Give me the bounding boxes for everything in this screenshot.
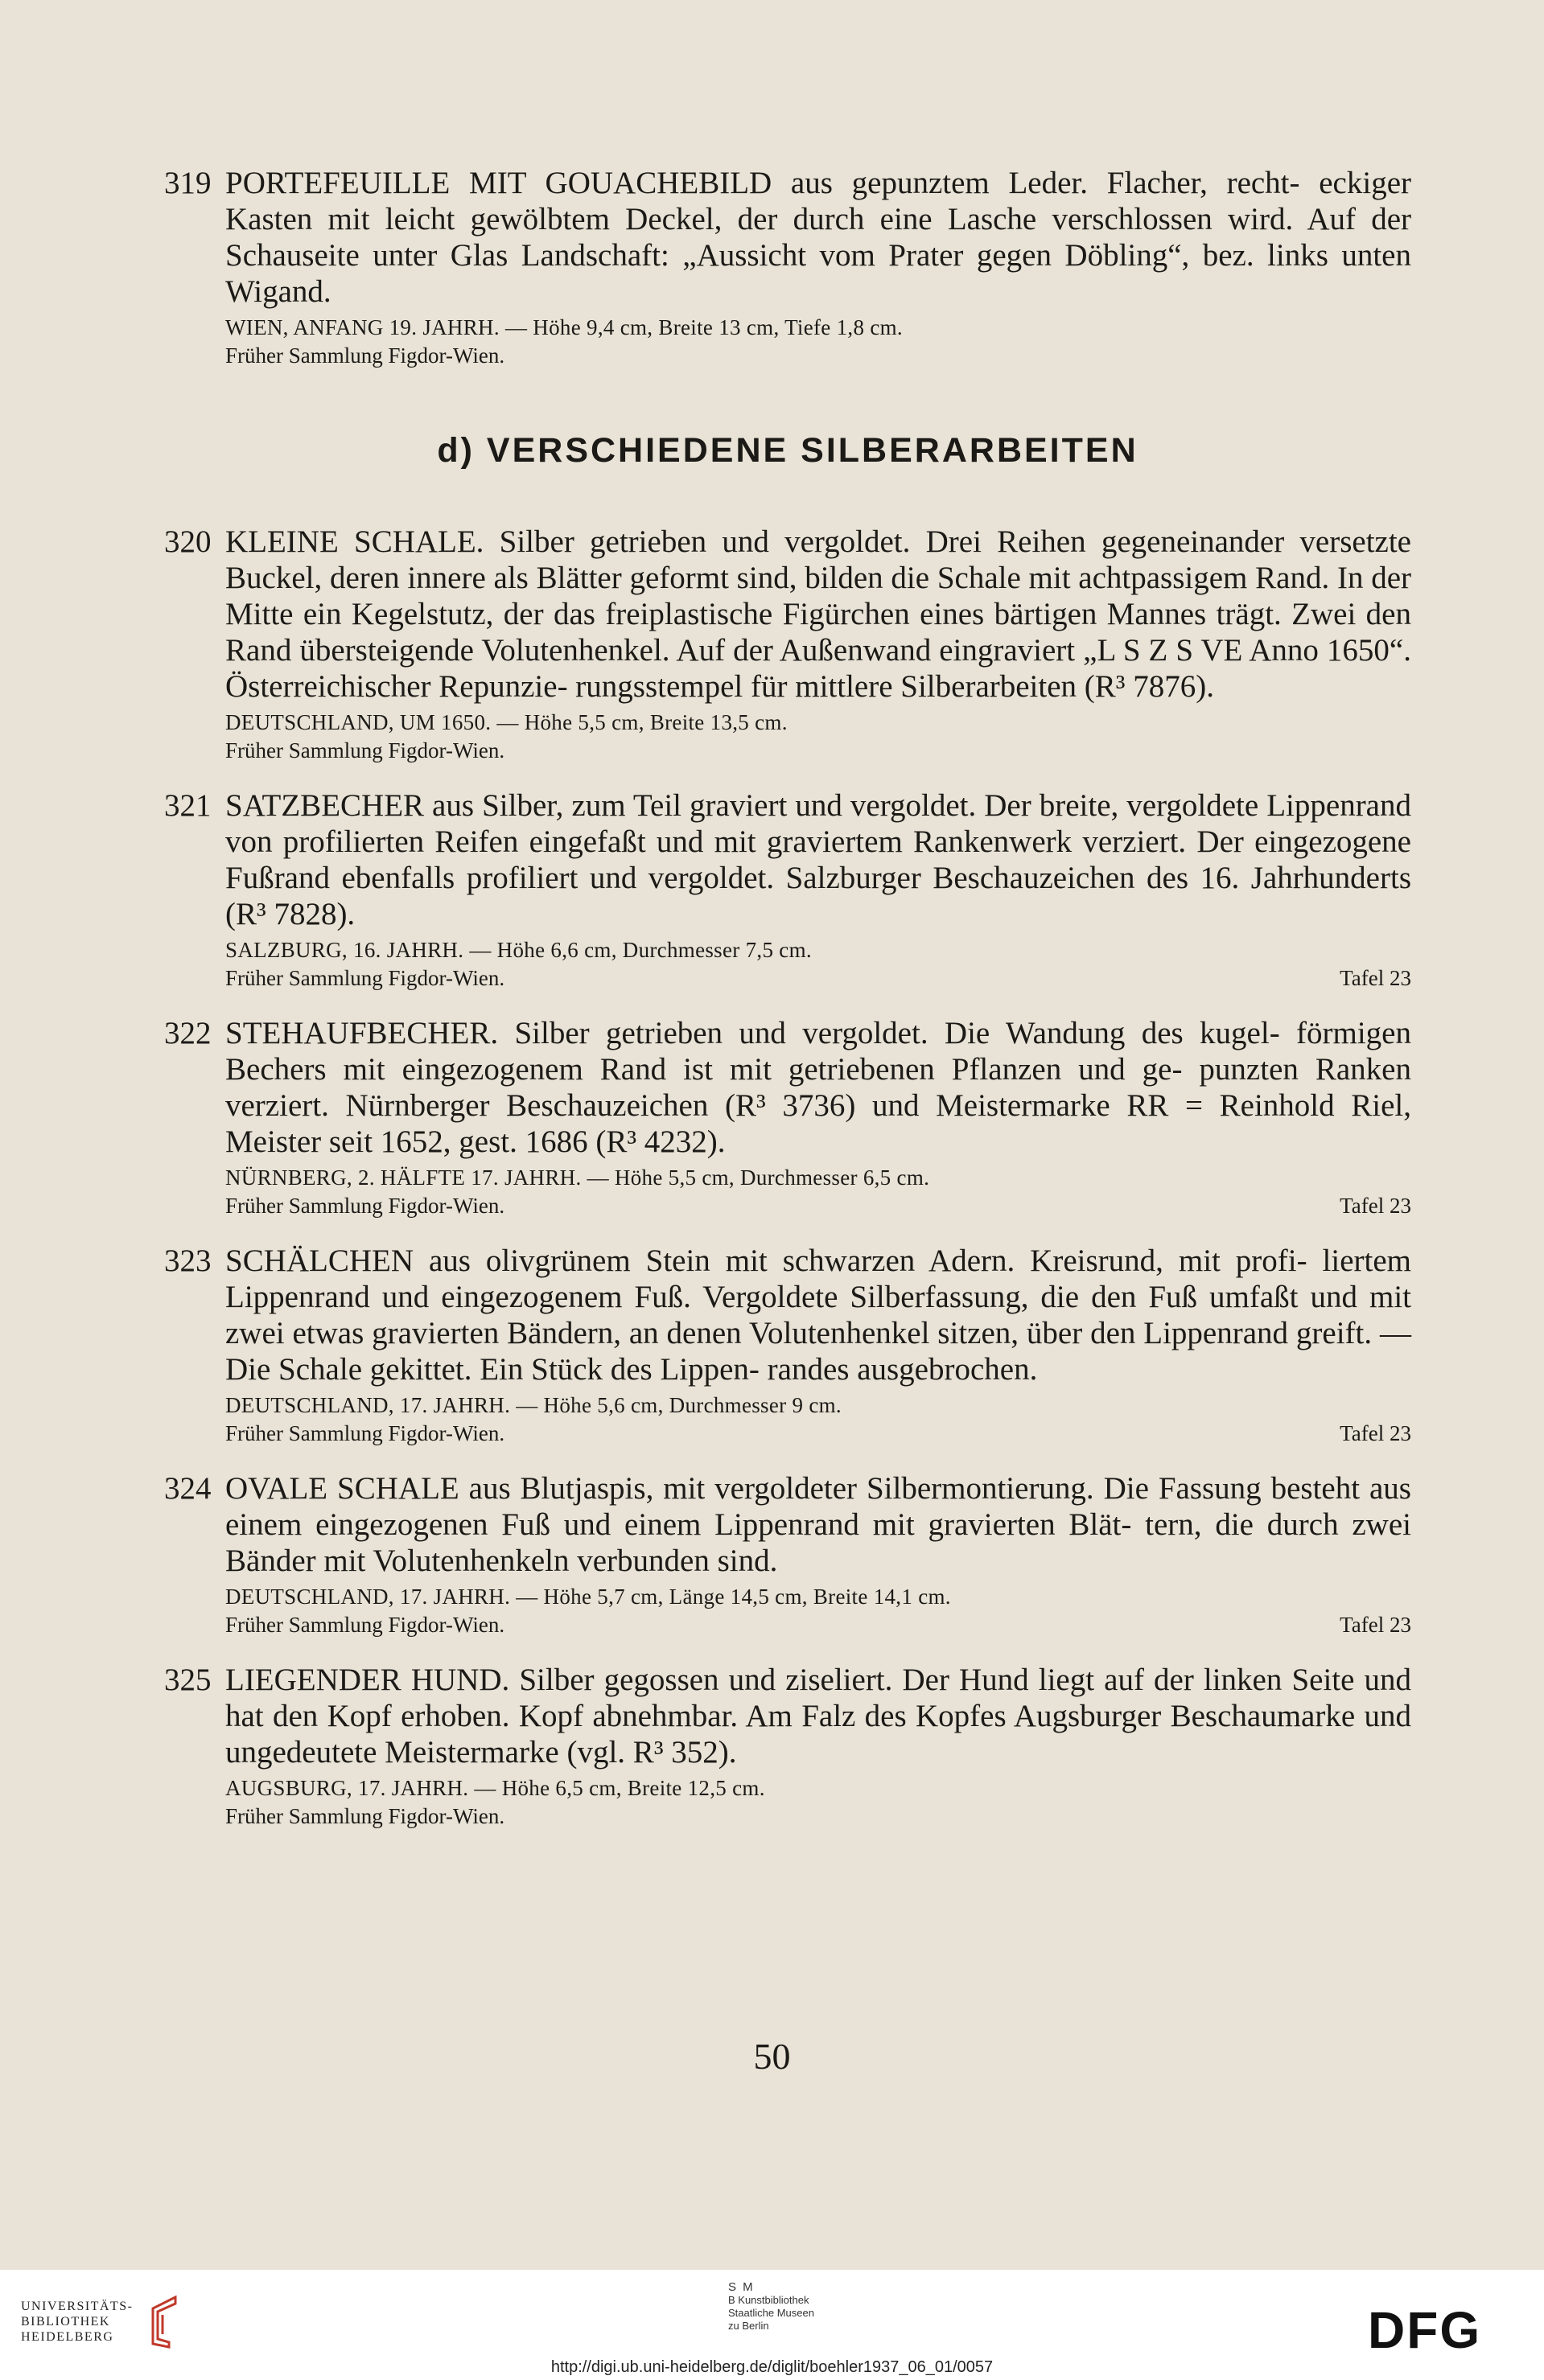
smb-line-1: B Kunstbibliothek: [728, 2294, 809, 2306]
provenance-text: Früher Sammlung Figdor-Wien.: [225, 1804, 505, 1828]
entry-description: SCHÄLCHEN aus olivgrünem Stein mit schwarzen Adern. Kreisrund, mit profi- liertem Lippenrand und eingezogenem Fuß. Vergoldete Silberfassung, die den Fuß umfaßt und mit zwei etwas gravierten Bändern, an denen Volutenhenkel sitzen, über den Lippenrand greift. — Die Schale gekittet. Ein Stück des Lippen- randes ausgebrochen.: [225, 1243, 1411, 1387]
plate-reference: Tafel 23: [1340, 1421, 1411, 1445]
page-content: [164, 165, 1411, 1831]
heidelberg-library-logo[interactable]: [21, 2299, 134, 2345]
entry-number: 322: [164, 1016, 212, 1050]
entry-description: KLEINE SCHALE. Silber getrieben und vergoldet. Drei Reihen gegeneinander versetzte Buckel, deren innere als Blätter geformt sind, bilden die Schale mit achtpassigem Rand. In der Mitte ein Kegelstutz, der das freiplastische Figürchen eines bärtigen Mannes trägt. Zwei den Rand übersteigende Volutenhenkel. Auf der Außenwand eingraviert „L S Z S VE Anno 1650“. Österreichischer Repunzie- rungsstempel für mittlere Silberarbeiten (R³ 7876).: [225, 524, 1411, 704]
entry-origin-dimensions: WIEN, ANFANG 19. JAHRH. — Höhe 9,4 cm, Breite 13 cm, Tiefe 1,8 cm.: [225, 315, 903, 339]
entry-description: OVALE SCHALE aus Blutjaspis, mit vergoldeter Silbermontierung. Die Fassung besteht aus einem eingezogenen Fuß und einem Lippenrand mit gravierten Blät- tern, die durch zwei Bänder mit Volutenhenkeln verbunden sind.: [225, 1471, 1411, 1578]
plate-reference: Tafel 23: [1340, 1194, 1411, 1218]
provenance-text: Früher Sammlung Figdor-Wien.: [225, 343, 505, 368]
footer-bar: [0, 2270, 1544, 2380]
entry-number: 323: [164, 1243, 212, 1278]
permalink-url[interactable]: http://digi.ub.uni-heidelberg.de/diglit/boehler1937_06_01/0057: [550, 2358, 994, 2376]
entry-origin-dimensions: DEUTSCHLAND, UM 1650. — Höhe 5,5 cm, Breite 13,5 cm.: [225, 710, 788, 734]
entry-description: PORTEFEUILLE MIT GOUACHEBILD aus gepunztem Leder. Flacher, recht- eckiger Kasten mit leicht gewölbtem Deckel, der durch eine Lasche verschlossen wird. Auf der Schauseite unter Glas Landschaft: „Aussicht vom Prater gegen Döbling“, bez. links unten Wigand.: [225, 166, 1411, 309]
smb-mark: S M: [728, 2280, 755, 2294]
entry-origin-dimensions: DEUTSCHLAND, 17. JAHRH. — Höhe 5,7 cm, Länge 14,5 cm, Breite 14,1 cm.: [225, 1585, 951, 1609]
catalog-entry-319: [164, 165, 1411, 370]
dfg-logo[interactable]: DFG: [1368, 2301, 1482, 2359]
entry-description: SATZBECHER aus Silber, zum Teil graviert und vergoldet. Der breite, vergoldete Lippenrand von profilierten Reifen eingefaßt und mit graviertem Rankenwerk verziert. Der eingezogene Fußrand ebenfalls profiliert und vergoldet. Salzburger Beschauzeichen des 16. Jahrhunderts (R³ 7828).: [225, 788, 1411, 931]
smb-line-2: Staatliche Museen: [728, 2307, 814, 2319]
entry-provenance: [225, 964, 1411, 993]
entry-origin-dimensions: AUGSBURG, 17. JAHRH. — Höhe 6,5 cm, Breite 12,5 cm.: [225, 1776, 765, 1800]
entry-number: 325: [164, 1663, 212, 1697]
entry-origin-dimensions: DEUTSCHLAND, 17. JAHRH. — Höhe 5,6 cm, Durchmesser 9 cm.: [225, 1393, 842, 1417]
smb-line-3: zu Berlin: [728, 2320, 769, 2332]
catalog-entry-322: [164, 1015, 1411, 1220]
entry-provenance: [225, 1802, 1411, 1831]
catalog-entry-324: [164, 1470, 1411, 1639]
catalog-entry-325: [164, 1662, 1411, 1831]
logo-line-3: HEIDELBERG: [21, 2330, 114, 2344]
smb-kunstbibliothek-logo[interactable]: [728, 2281, 857, 2333]
provenance-text: Früher Sammlung Figdor-Wien.: [225, 966, 505, 990]
entry-number: 319: [164, 166, 212, 200]
entry-provenance: [225, 1420, 1411, 1448]
entry-origin-dimensions: SALZBURG, 16. JAHRH. — Höhe 6,6 cm, Durchmesser 7,5 cm.: [225, 938, 812, 962]
library-emblem-icon: [145, 2294, 180, 2350]
provenance-text: Früher Sammlung Figdor-Wien.: [225, 1421, 505, 1445]
entry-number: 324: [164, 1471, 212, 1506]
entry-number: 320: [164, 524, 212, 559]
page-number: 50: [753, 2036, 791, 2077]
catalog-entry-320: [164, 524, 1411, 765]
entry-description: STEHAUFBECHER. Silber getrieben und vergoldet. Die Wandung des kugel- förmigen Bechers mit eingezogenem Rand ist mit getriebenen Pflanzen und ge- punzten Ranken verziert. Nürnberger Beschauzeichen (R³ 3736) und Meistermarke RR = Reinhold Riel, Meister seit 1652, gest. 1686 (R³ 4232).: [225, 1016, 1411, 1159]
logo-line-2: BIBLIOTHEK: [21, 2315, 110, 2329]
provenance-text: Früher Sammlung Figdor-Wien.: [225, 1613, 505, 1637]
entry-description: LIEGENDER HUND. Silber gegossen und ziseliert. Der Hund liegt auf der linken Seite und hat den Kopf erhoben. Kopf abnehmbar. Am Falz des Kopfes Augsburger Beschaumarke und ungedeutete Meistermarke (vgl. R³ 352).: [225, 1663, 1411, 1770]
logo-line-1: UNIVERSITÄTS-: [21, 2300, 134, 2313]
entry-provenance: [225, 342, 1411, 370]
provenance-text: Früher Sammlung Figdor-Wien.: [225, 1194, 505, 1218]
plate-reference: Tafel 23: [1340, 966, 1411, 990]
section-heading: d) VERSCHIEDENE SILBERARBEITEN: [437, 431, 1138, 470]
entry-number: 321: [164, 788, 212, 823]
entry-provenance: [225, 1192, 1411, 1220]
plate-reference: Tafel 23: [1340, 1613, 1411, 1637]
entry-origin-dimensions: NÜRNBERG, 2. HÄLFTE 17. JAHRH. — Höhe 5,5 cm, Durchmesser 6,5 cm.: [225, 1165, 930, 1190]
entry-provenance: [225, 1611, 1411, 1639]
catalog-entry-323: [164, 1243, 1411, 1448]
catalog-entry-321: [164, 787, 1411, 993]
entry-provenance: [225, 737, 1411, 765]
provenance-text: Früher Sammlung Figdor-Wien.: [225, 738, 505, 763]
